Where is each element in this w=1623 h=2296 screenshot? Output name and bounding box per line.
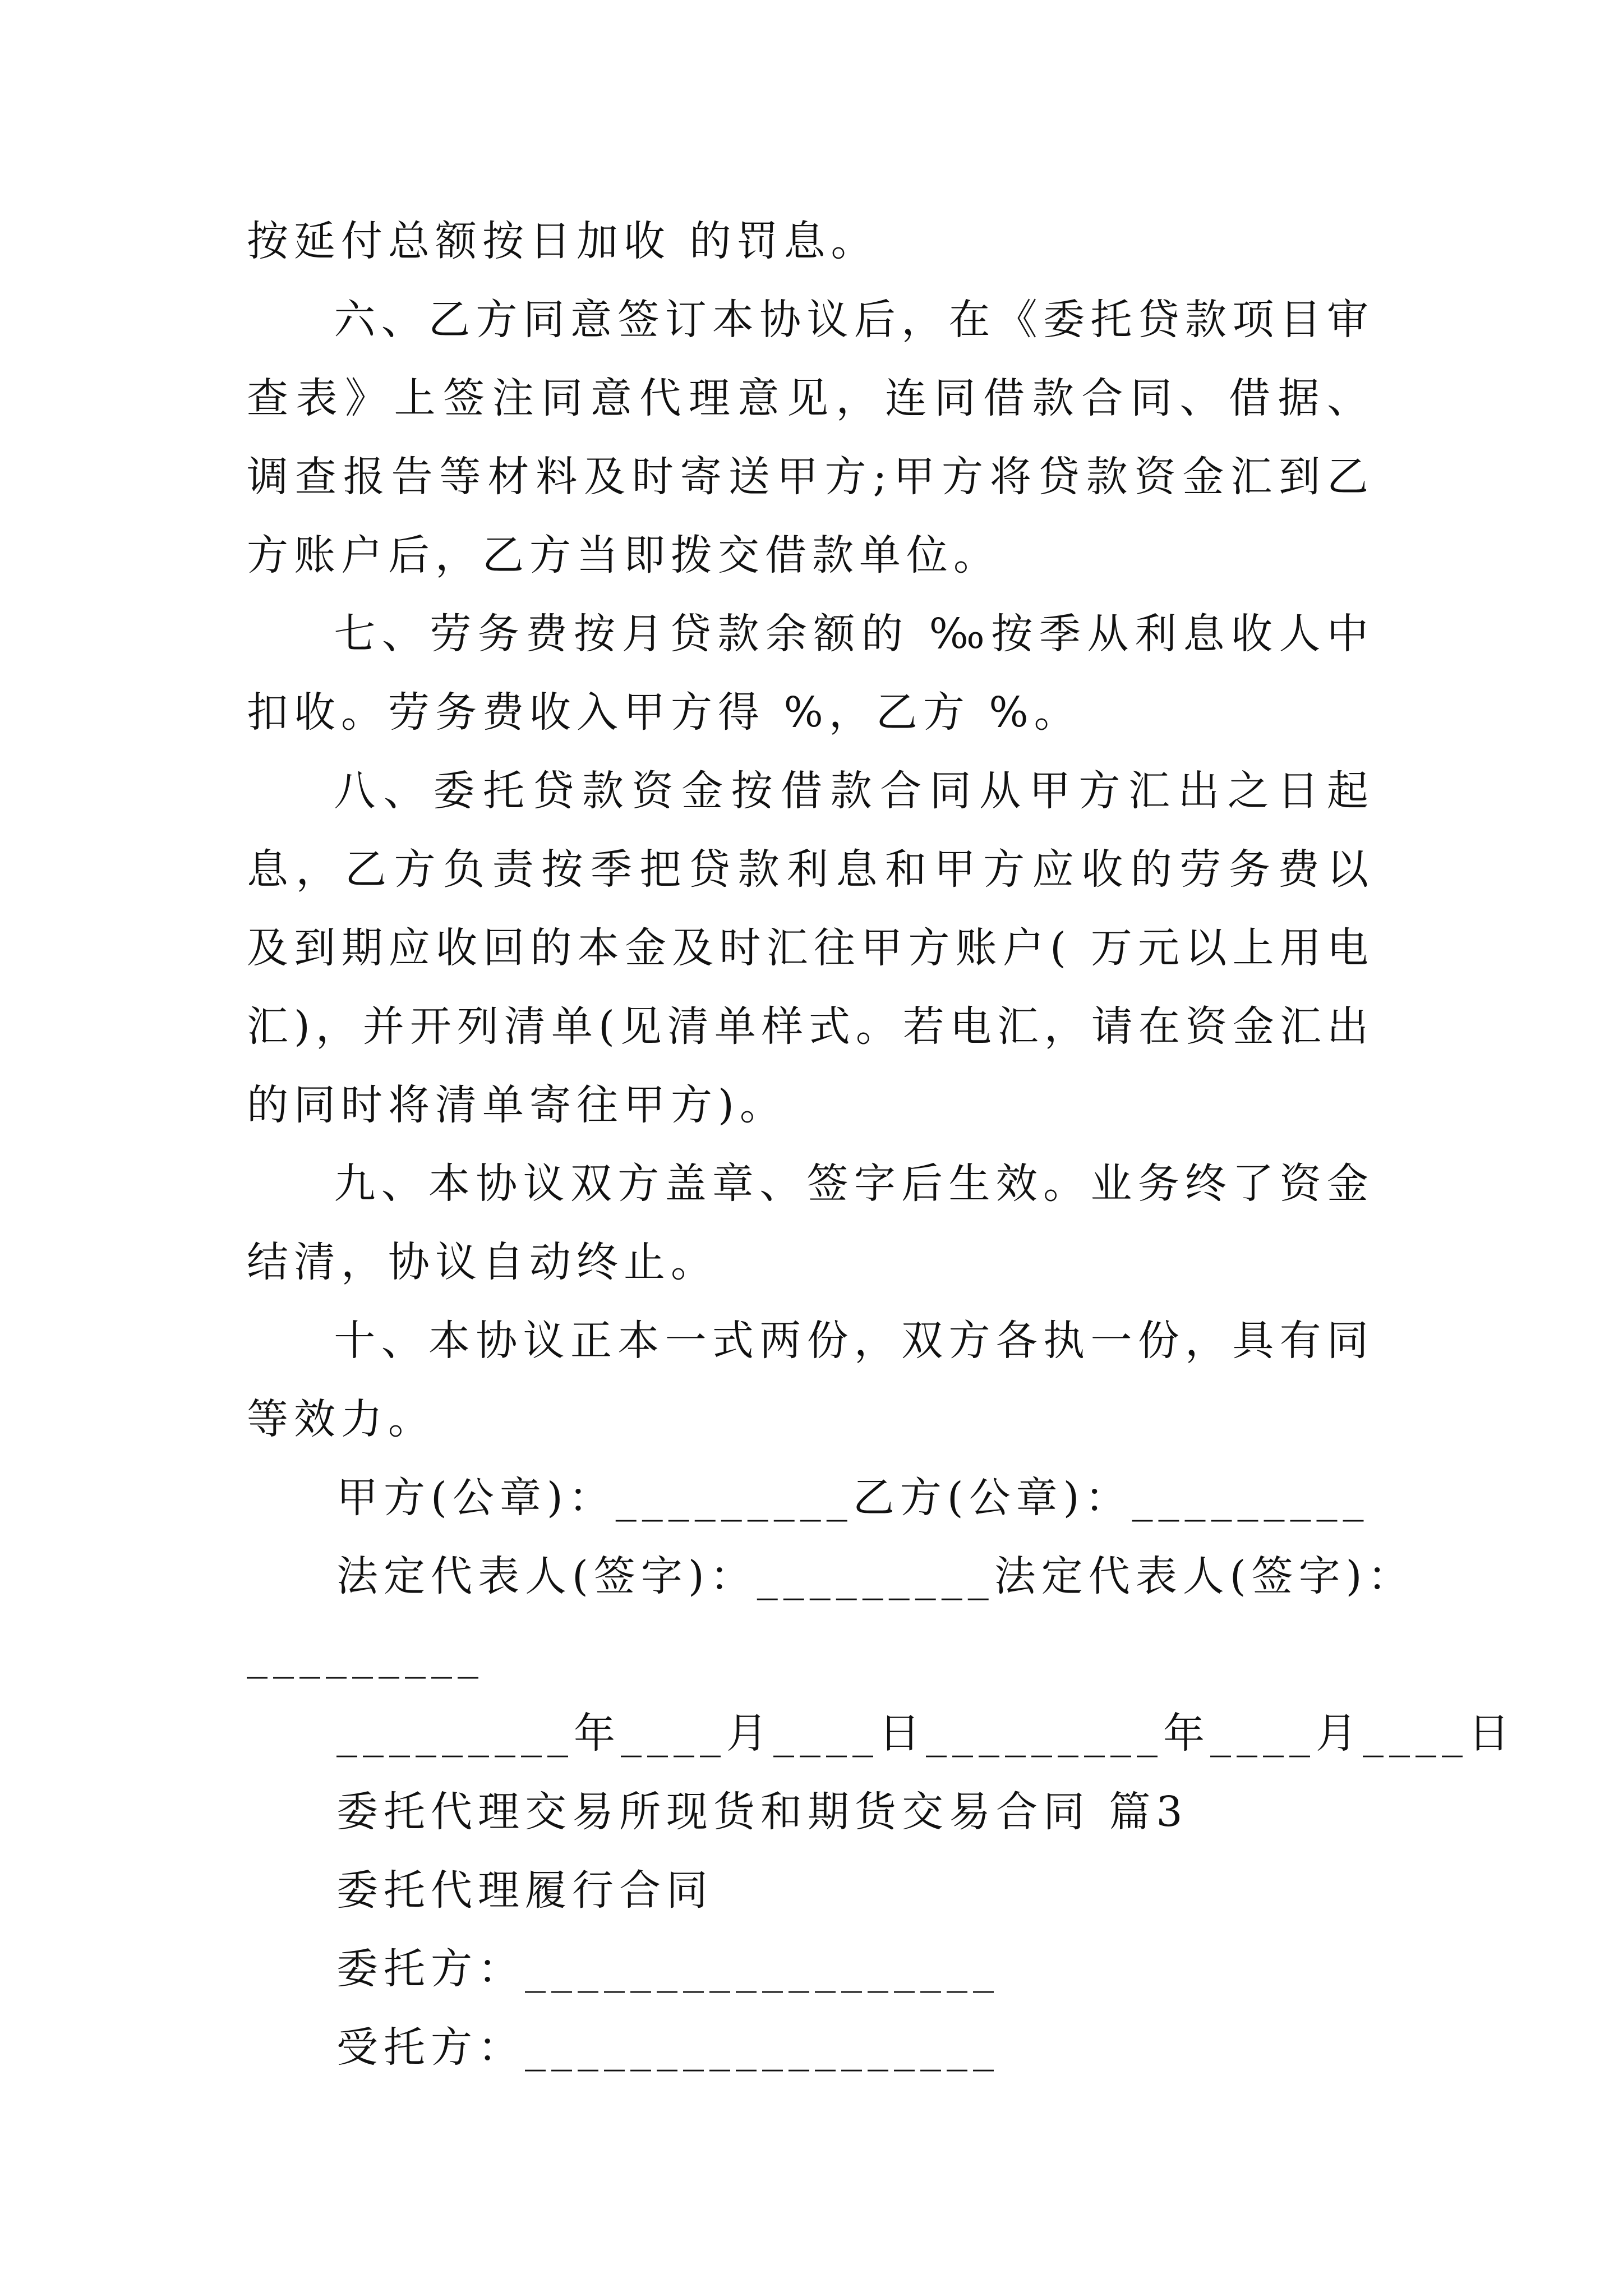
signature-seal-line: 甲方(公章)：_________乙方(公章)：_________ [336, 1474, 1370, 1522]
signature-representative-line: 法定代表人(签字)：_________法定代表人(签字)： [336, 1552, 1415, 1600]
paragraph-clause-9: 九、本协议双方盖章、签字后生效。业务终了资金结清，协议自动终止。 [247, 1159, 1374, 1286]
contract-title: 委托代理履行合同 [336, 1866, 713, 1915]
agent-party-line: 受托方：__________________ [336, 2023, 999, 2072]
paragraph-penalty-interest: 按延付总额按日加收 的罚息。 [247, 217, 878, 265]
client-party-line: 委托方：__________________ [336, 1945, 999, 1993]
signature-blank-line: _________ [247, 1631, 484, 1679]
paragraph-clause-7: 七、劳务费按月贷款余额的 ‰按季从利息收人中扣收。劳务费收入甲方得 %，乙方 %。 [247, 610, 1374, 737]
paragraph-clause-8: 八、委托贷款资金按借款合同从甲方汇出之日起息，乙方负责按季把贷款利息和甲方应收的劳务费以及到期应收回的本金及时汇往甲方账户( 万元以上用电汇)，并开列清单(见清单样式。若电汇，请在资金汇出的同时将清单寄往甲方)。 [247, 767, 1374, 1129]
document-body [247, 202, 1515, 2087]
paragraph-clause-10: 十、本协议正本一式两份，双方各执一份，具有同等效力。 [247, 1317, 1374, 1443]
section-title: 委托代理交易所现货和期货交易合同 篇3 [336, 1788, 1188, 1836]
date-line: _________年____月____日_________年____月____日 [336, 1709, 1515, 1757]
paragraph-clause-6: 六、乙方同意签订本协议后，在《委托贷款项目审查表》上签注同意代理意见，连同借款合同、借据、调查报告等材料及时寄送甲方;甲方将贷款资金汇到乙方账户后，乙方当即拨交借款单位。 [247, 296, 1374, 579]
